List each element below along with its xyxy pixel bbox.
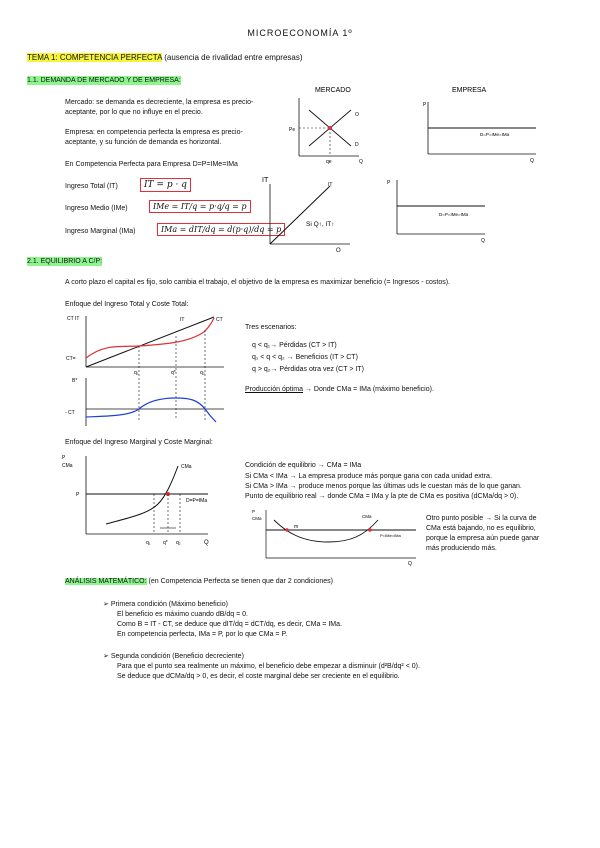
empresa-title: EMPRESA xyxy=(452,87,487,94)
formula-it: IT = p · q xyxy=(140,178,191,192)
mercado-line-1: Mercado: se demanda es decreciente, la empresa es precio- xyxy=(65,99,254,106)
empresa-line-label: D=P=IMe=IMa xyxy=(480,132,510,137)
otro-line-4: más produciendo más. xyxy=(426,545,497,552)
primera-condicion-1: El beneficio es máximo cuando dB/dq = 0. xyxy=(117,611,248,618)
enfoque-total-label: Enfoque del Ingreso Total y Coste Total: xyxy=(65,301,189,308)
produccion-optima xyxy=(245,385,434,394)
empresa-line-2: aceptante, y su función de demanda es horizontal. xyxy=(65,139,222,146)
cond-3: Punto de equilibrio real → donde CMa = IMa y la pte de CMa es positiva (dCMa/dq > 0). xyxy=(245,493,519,500)
demand-label: D xyxy=(355,142,359,148)
mercado-graph xyxy=(285,82,365,164)
cond-2: Si CMa > IMa → produce menos porque las últimas uds le cuestan más de lo que ganan. xyxy=(245,483,522,490)
minus-ct-label: - CT xyxy=(65,410,75,416)
mqopt-label: q* xyxy=(163,540,168,546)
cond-title: Condición de equilibrio → CMa = IMa xyxy=(245,462,362,469)
small-cma-axis-label: CMa xyxy=(252,516,262,521)
it-line-label: IT xyxy=(328,182,333,188)
small-cma-label: CMa xyxy=(362,514,372,519)
segunda-condicion-label: Segunda condición (Beneficio decreciente) xyxy=(110,653,244,660)
formula-ime: IMe = IT/q = p·q/q = p xyxy=(149,200,251,213)
formula-ima: IMa = dIT/dq = d(p·q)/dq = p xyxy=(157,223,285,236)
section-1-heading: 1.1. DEMANDA DE MERCADO Y DE EMPRESA: xyxy=(27,77,181,84)
escenario-2: q₁ < q < q₂ → Beneficios (IT > CT) xyxy=(252,354,358,361)
it-ray xyxy=(86,317,214,367)
marginal-p-label: P xyxy=(76,492,80,498)
otro-line-2: CMa está bajando, no es equilibrio, xyxy=(426,525,536,532)
empresa-graph xyxy=(418,82,543,164)
section-3-heading: ANÁLISIS MATEMÁTICO: xyxy=(65,578,147,585)
pe-label: Pe xyxy=(289,127,296,133)
cp-line: En Competencia Perfecta para Empresa D=P=IMe=IMa xyxy=(65,161,238,168)
it-q-label: Q xyxy=(336,248,341,252)
tema-heading xyxy=(27,53,303,63)
small-m-label: m xyxy=(294,524,299,530)
supply-label: O xyxy=(355,112,359,118)
qopt-label: q* xyxy=(171,370,176,376)
section-2-heading: 2.1. EQUILIBRIO A C/P: xyxy=(27,258,103,265)
escenario-3: q > q₂→ Pérdidas otra vez (CT > IT) xyxy=(252,366,364,373)
ima-label: Ingreso Marginal (IMa) xyxy=(65,228,136,235)
mercado-q-label: Q xyxy=(359,159,363,164)
mercado-line-2: aceptante, por lo que no influye en el precio. xyxy=(65,109,203,116)
marginal-q-label: Q xyxy=(204,540,209,546)
ime-graph xyxy=(385,176,500,246)
ct-it-axis-label: CT IT xyxy=(67,316,80,322)
primera-condicion-title xyxy=(103,600,228,609)
mq2-label: q₂ xyxy=(176,540,181,546)
produccion-optima-label: Producción óptima xyxy=(245,386,303,393)
cma-curve-label: CMa xyxy=(181,464,192,470)
small-point-eq xyxy=(368,528,372,532)
primera-condicion-2: Como B = IT - CT, se deduce que dIT/dq = dCT/dq, es decir, CMa = IMa. xyxy=(117,621,342,628)
mercado-title: MERCADO xyxy=(315,87,351,94)
ime-q-label: Q xyxy=(481,238,485,244)
bullet-arrow-icon: ➢ xyxy=(103,601,111,608)
ime-p-label: P xyxy=(387,180,391,186)
escenario-1: q < q₁→ Pérdidas (CT > IT) xyxy=(252,342,337,349)
bullet-arrow-icon: ➢ xyxy=(103,653,111,660)
primera-condicion-label: Primera condición (Máximo beneficio) xyxy=(110,601,228,608)
total-approach-graph xyxy=(64,312,234,430)
it-axis-label: IT xyxy=(262,177,269,184)
segunda-condicion-1: Para que el punto sea realmente un máximo, el beneficio debe empezar a disminuir (d²B/dq² < 0). xyxy=(117,663,420,670)
escenarios-title: Tres escenarios: xyxy=(245,324,297,331)
ime-line-label: D=P=IMe=IMa xyxy=(439,212,469,217)
otro-line-1: Otro punto posible → Si la curva de xyxy=(426,515,537,522)
cond-1: Si CMa < IMa → La empresa produce más porque gana con cada unidad extra. xyxy=(245,473,492,480)
enfoque-marginal-label: Enfoque del Ingreso Marginal y Coste Marginal: xyxy=(65,439,213,446)
segunda-condicion-2: Se deduce que dCMa/dq > 0, es decir, el coste marginal debe ser creciente en el equilibrio. xyxy=(117,673,400,680)
it-line xyxy=(270,186,330,244)
marginal-p-axis-label: P xyxy=(62,455,66,461)
it-label: Ingreso Total (IT) xyxy=(65,183,118,190)
ime-label: Ingreso Medio (IMe) xyxy=(65,205,128,212)
qe-label: qe xyxy=(326,159,332,164)
marginal-approach-graph xyxy=(58,452,223,552)
small-point-m xyxy=(285,528,289,532)
benefit-axis-label: B* xyxy=(72,378,78,384)
s2-intro: A corto plazo el capital es fijo, solo cambia el trabajo, el objetivo de la empresa es maximizar beneficio (= Ingresos - costos). xyxy=(65,279,450,286)
ct0-label: CT= xyxy=(66,356,76,362)
q1-label: q₁ xyxy=(134,370,139,376)
it-note: Si Q↑, IT↑ xyxy=(306,221,335,228)
tema-label: TEMA 1: COMPETENCIA PERFECTA xyxy=(27,53,162,62)
mq1-label: q₁ xyxy=(146,540,151,546)
ct-curve-label: CT xyxy=(216,317,223,323)
empresa-p-label: P xyxy=(423,102,427,108)
q2-label: q₂ xyxy=(200,370,205,376)
small-q-label: Q xyxy=(408,561,412,566)
empresa-line-1: Empresa: en competencia perfecta la empresa es precio- xyxy=(65,129,243,136)
small-cma-graph xyxy=(248,506,423,566)
small-p-label: P xyxy=(252,509,256,514)
it-ray-label: IT xyxy=(180,317,185,323)
benefit-curve xyxy=(86,398,216,422)
equilibrium-point xyxy=(328,126,332,130)
otro-line-3: porque la empresa aún puede ganar xyxy=(426,535,540,542)
empresa-q-label: Q xyxy=(530,158,534,164)
it-graph xyxy=(262,172,362,252)
produccion-optima-rest: → Donde CMa = IMa (máximo beneficio). xyxy=(304,386,434,393)
doc-title: MICROECONOMÍA 1º xyxy=(247,28,353,38)
section-3 xyxy=(65,577,333,586)
segunda-condicion-title xyxy=(103,652,244,661)
section-3-intro: (en Competencia Perfecta se tienen que dar 2 condiciones) xyxy=(148,578,333,585)
tema-subtitle: (ausencia de rivalidad entre empresas) xyxy=(164,53,303,62)
small-line-label: P=IMe=IMa xyxy=(380,533,401,538)
marginal-cma-axis-label: CMa xyxy=(62,463,73,469)
small-cma-curve xyxy=(274,520,378,542)
marginal-line-label: D=P=IMa xyxy=(186,498,208,504)
primera-condicion-3: En competencia perfecta, IMa = P, por lo que CMa = P. xyxy=(117,631,288,638)
